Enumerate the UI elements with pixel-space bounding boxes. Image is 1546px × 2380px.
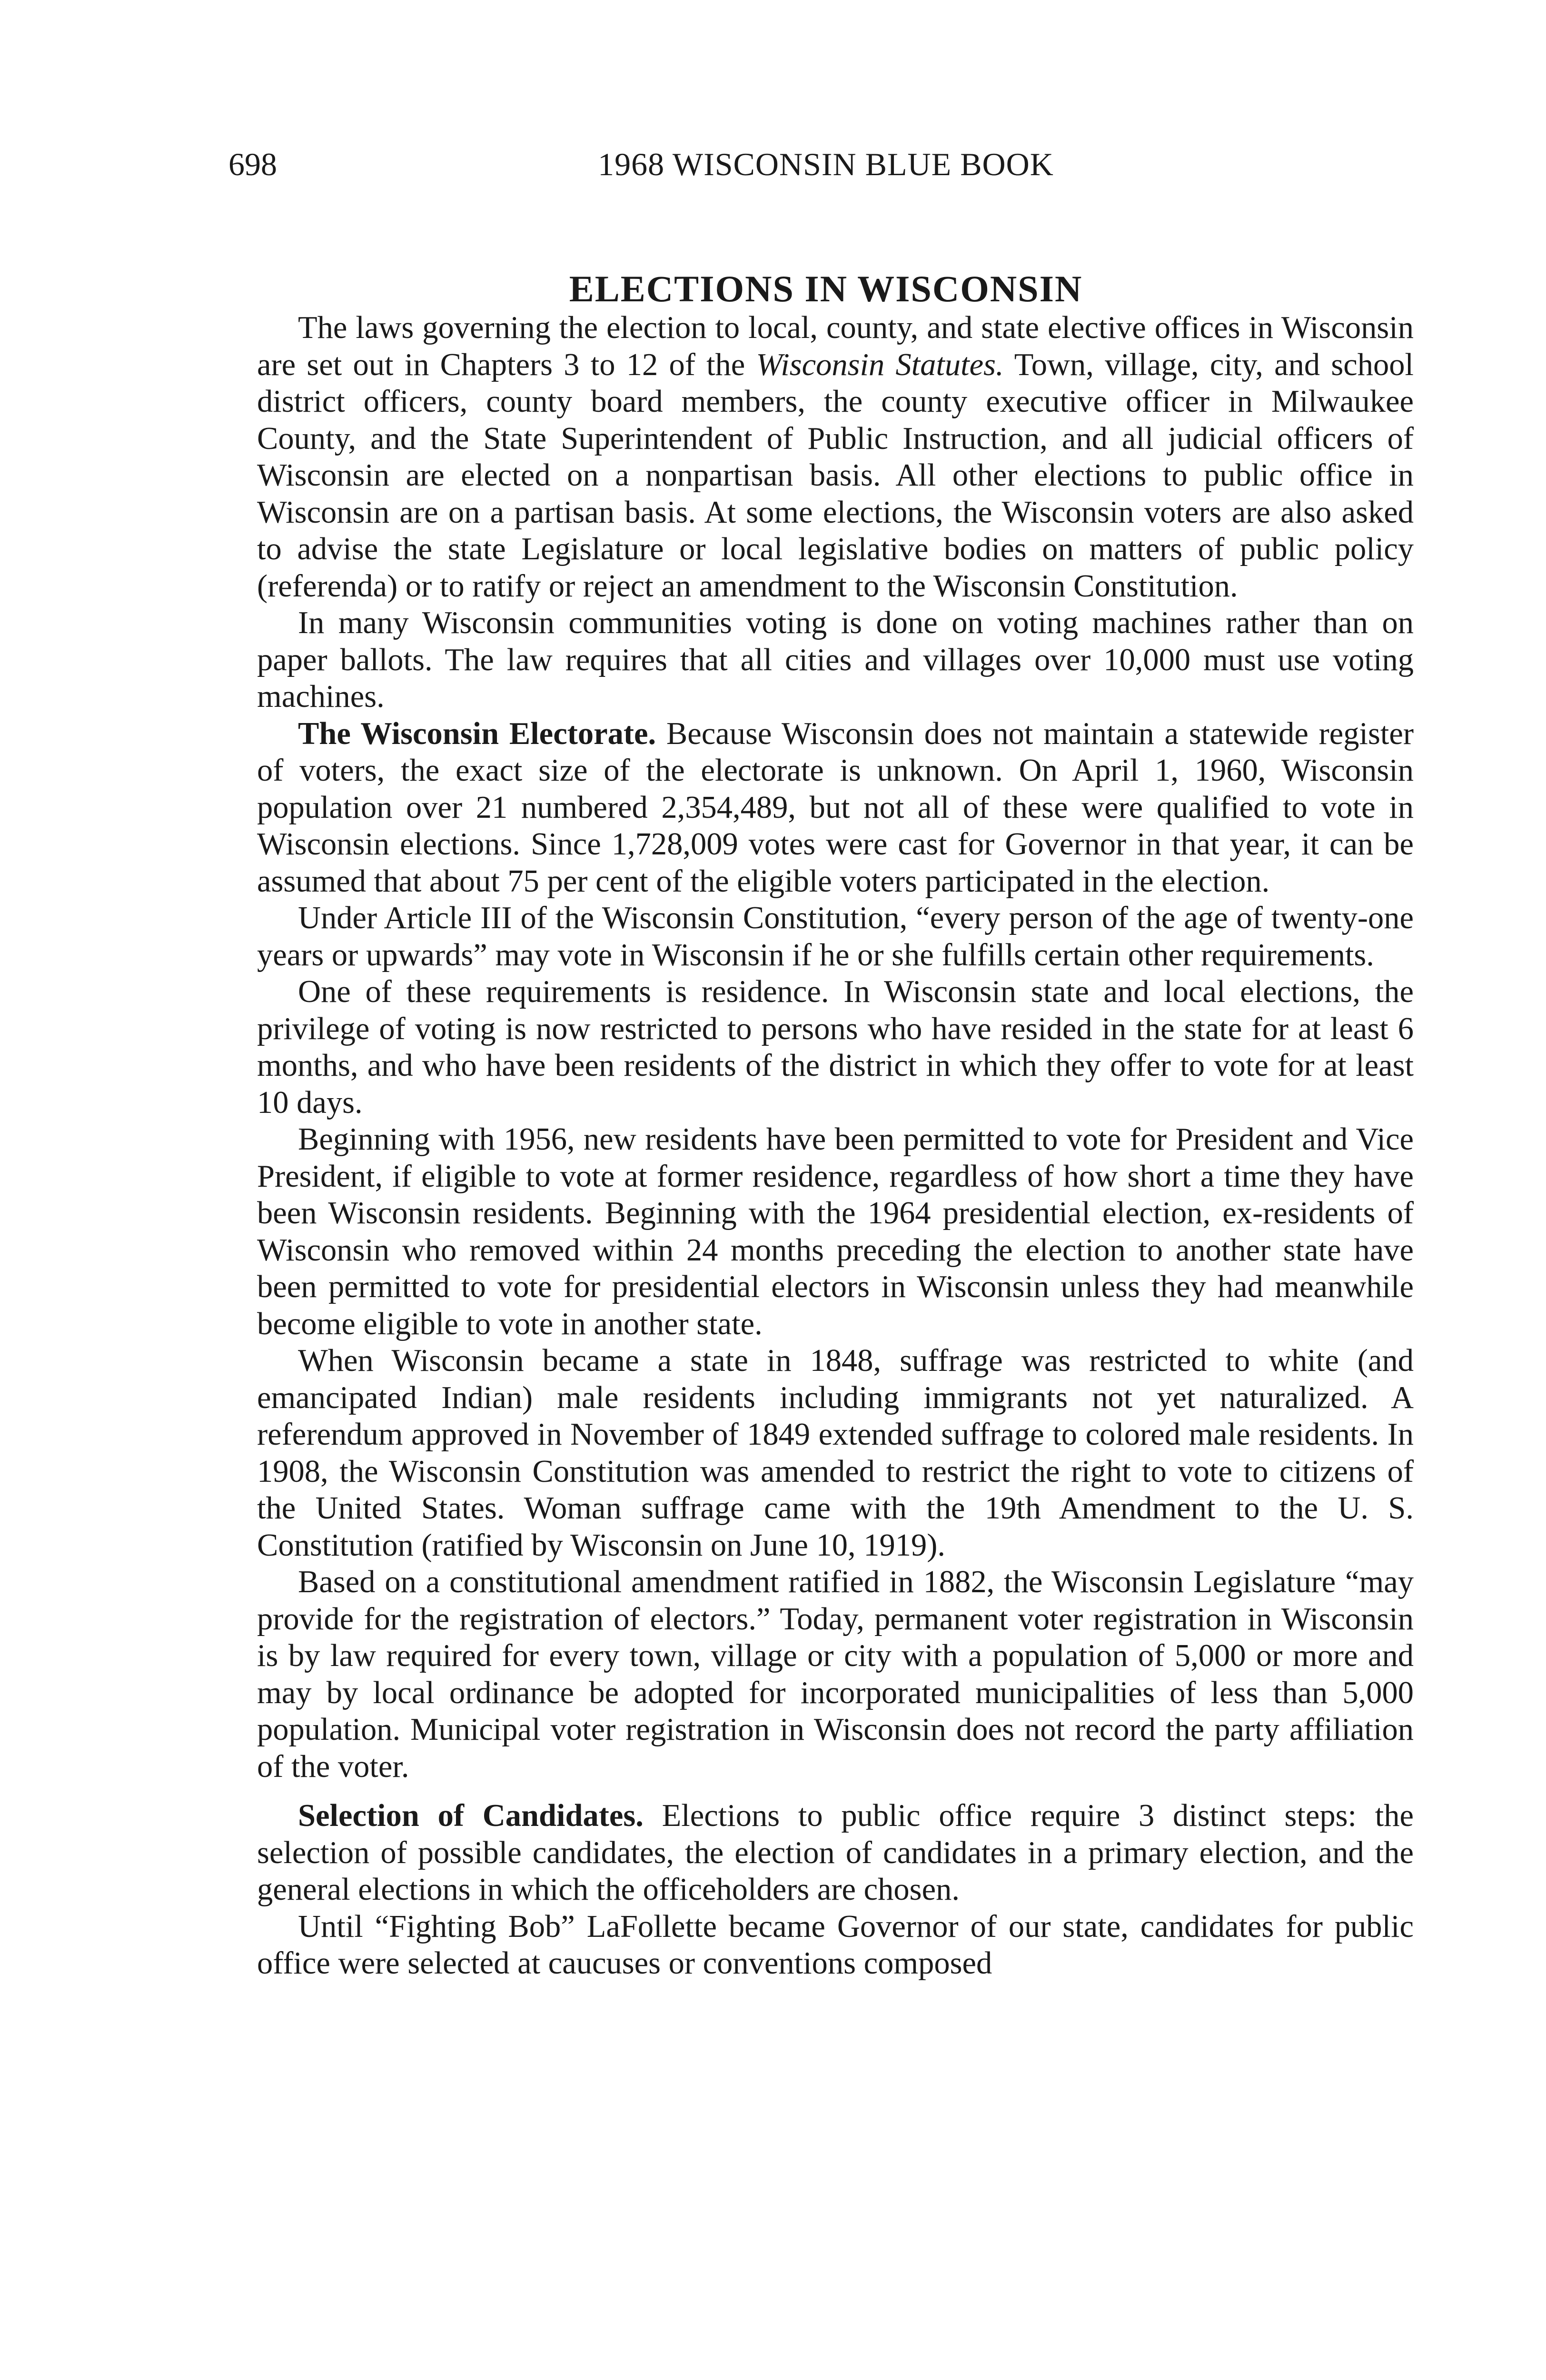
run-in-heading-electorate: The Wisconsin Electorate. (298, 716, 656, 751)
run-in-heading-candidates: Selection of Candidates. (298, 1798, 644, 1833)
paragraph-electorate (257, 715, 1414, 900)
paragraph-selection-of-candidates (257, 1797, 1414, 1908)
paragraph-text: The laws governing the election to local, county, and state elective offices in Wisconsin are set out in Chapters 3 to 12 of the (257, 310, 1414, 382)
paragraph-suffrage-history: When Wisconsin became a state in 1848, suffrage was restricted to white (and emancipated Indian) male residents including immigrants not yet naturalized. A referendum approved in November of 1849 extended suffrage to colored male residents. In 1908, the Wisconsin Constitution was amended to restrict the right to vote to citizens of the United States. Woman suffrage came with the 19th Amendment to the U. S. Constitution (ratified by Wisconsin on June 10, 1919). (257, 1343, 1414, 1563)
paragraph-registration: Based on a constitutional amendment ratified in 1882, the Wisconsin Legislature “may provide for the registration of electors.” Today, permanent voter registration in Wisconsin is by law required for every town, village or city with a population of 5,000 or more and may by local ordinance be adopted for incorporated municipalities of less than 5,000 population. Municipal voter registration in Wisconsin does not record the party affiliation of the voter. (257, 1565, 1414, 1784)
paragraph-voting-machines: In many Wisconsin communities voting is done on voting machines rather than on paper ballots. The law requires that all cities and villages over 10,000 must use voting machines. (257, 605, 1414, 714)
paragraph-text: Elections to public office require 3 distinct steps: the selection of possible candidates, the election of candidates in a primary election, and the general elections in which the officeholders are chosen. (257, 1798, 1414, 1907)
running-title: 1968 WISCONSIN BLUE BOOK (598, 146, 1054, 182)
statutes-title: Wisconsin Statutes. (756, 347, 1004, 382)
running-header (228, 143, 1423, 186)
paragraph-laws (257, 309, 1414, 605)
paragraph-new-residents: Beginning with 1956, new residents have been permitted to vote for President and Vice President, if eligible to vote at former residence, regardless of how short a time they have been Wisconsin residents. Beginning with the 1964 presidential election, ex-residents of Wisconsin who removed within 24 months preceding the election to another state have been permitted to vote for presidential electors in Wisconsin unless they had meanwhile become eligible to vote in another state. (257, 1122, 1414, 1341)
paragraph-text: Town, village, city, and school district officers, county board members, the county executive officer in Milwaukee County, and the State Superintendent of Public Instruction, and all judicial officers of Wisconsin are elected on a nonpartisan basis. All other elections to public office in Wisconsin are on a partisan basis. At some elections, the Wisconsin voters are also asked to advise the state Legislature or local legislative bodies on matters of public policy (referenda) or to ratify or reject an amendment to the Wisconsin Constitution. (257, 347, 1414, 604)
paragraph-lafollette: Until “Fighting Bob” LaFollette became Governor of our state, candidates for public office were selected at caucuses or conventions composed (257, 1909, 1414, 1981)
paragraph-residence: One of these requirements is residence. In Wisconsin state and local elections, the privilege of voting is now restricted to persons who have resided in the state for at least 6 months, and who have been residents of the district in which they offer to vote for at least 10 days. (257, 974, 1414, 1120)
page-number: 698 (228, 146, 277, 182)
body-text (257, 309, 1414, 1982)
paragraph-article-three: Under Article III of the Wisconsin Constitution, “every person of the age of twenty-one years or upwards” may vote in Wisconsin if he or she fulfills certain other requirements. (257, 901, 1414, 972)
paragraph-text: Because Wisconsin does not maintain a statewide register of voters, the exact size of the electorate is unknown. On April 1, 1960, Wisconsin population over 21 numbered 2,354,489, but not all of these were qualified to vote in Wisconsin elections. Since 1,728,009 votes were cast for Governor in that year, it can be assumed that about 75 per cent of the eligible voters participated in the election. (257, 716, 1414, 899)
section-title: ELECTIONS IN WISCONSIN (569, 268, 1083, 310)
